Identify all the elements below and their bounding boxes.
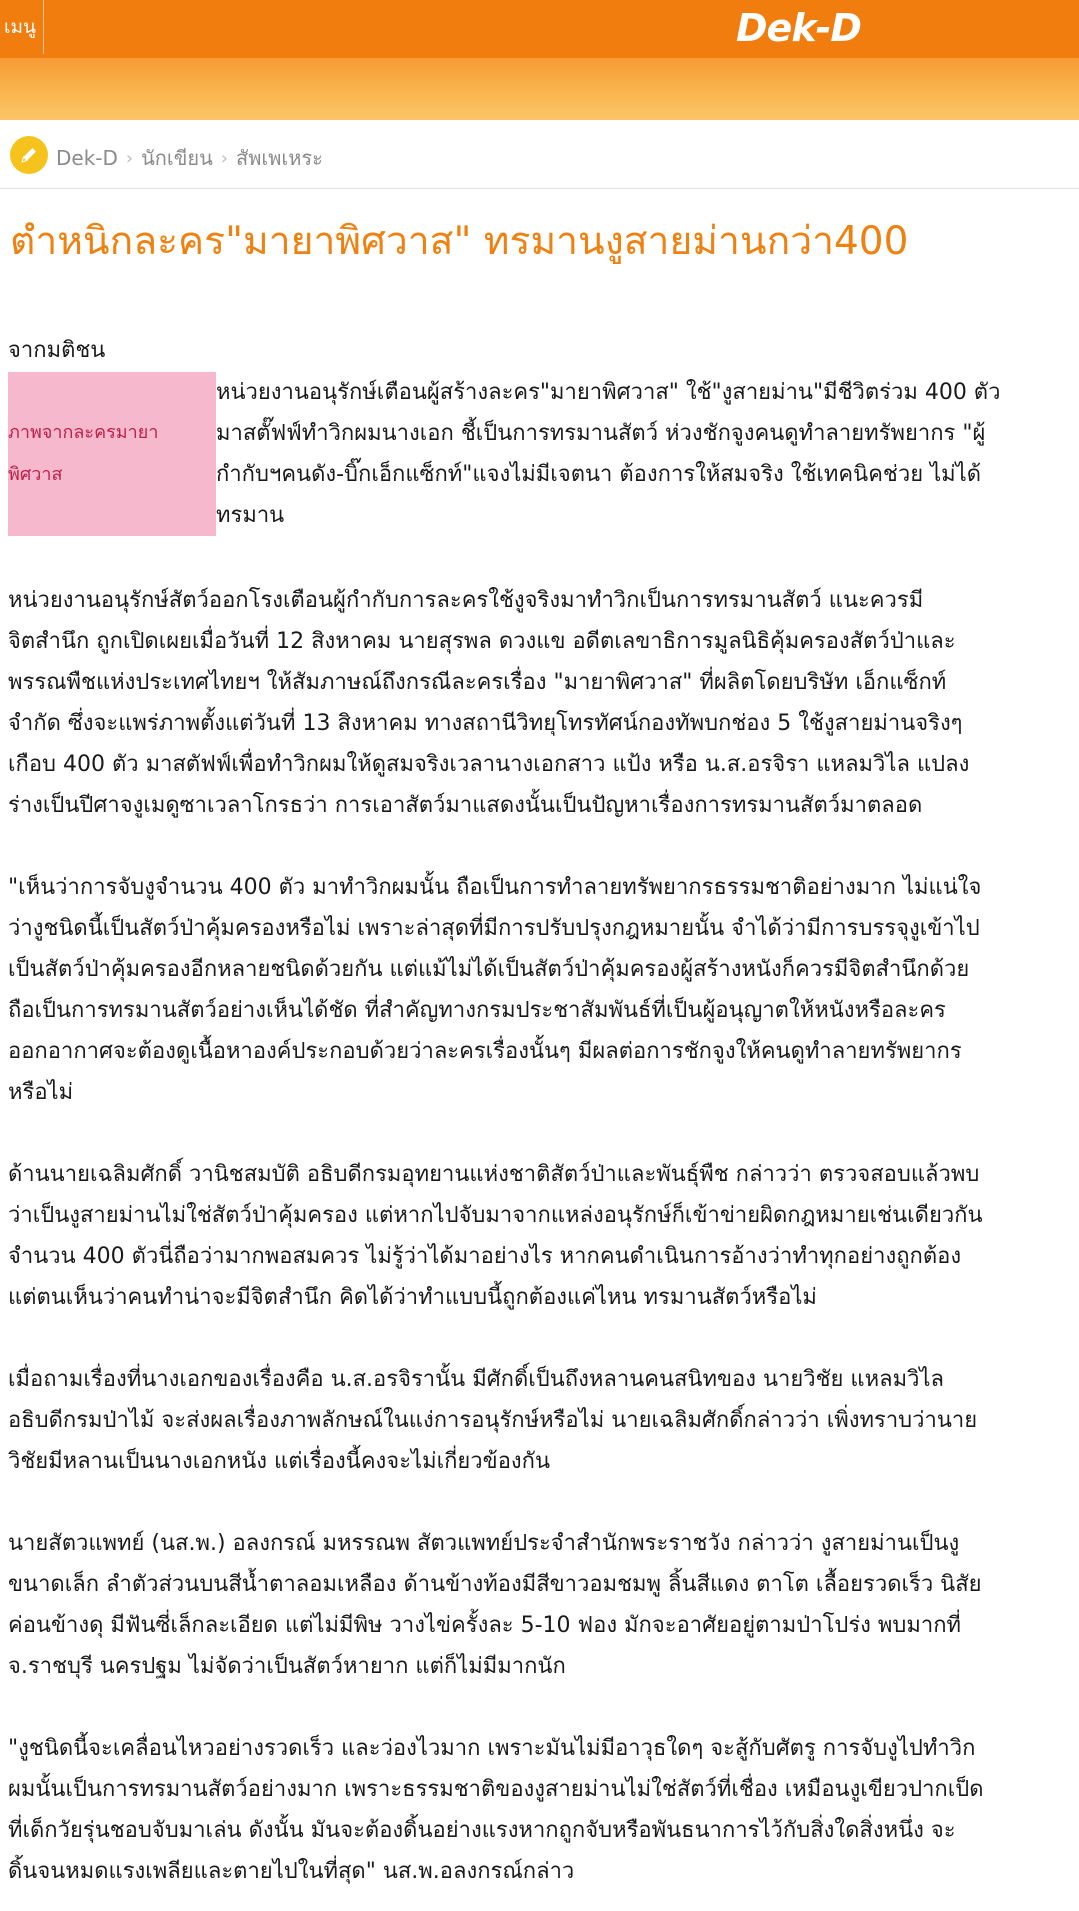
text-line: ค่อนข้างดุ มีฟันซี่เล็กละเอียด แต่ไม่มีพิษ วางไข่ครั้งละ 5-10 ฟอง มักจะอาศัยอยู่ตามป่าโปร่ง พบมากที่ <box>8 1613 962 1638</box>
text-line: ขนาดเล็ก ลำตัวส่วนบนสีน้ำตาลอมเหลือง ด้านข้างท้องมีสีขาวอมชมพู ลิ้นสีแดง ตาโต เลื้อยรวดเร็ว นิสัย <box>8 1572 982 1597</box>
article-image-placeholder <box>8 372 216 536</box>
lead-line: หน่วยงานอนุรักษ์เตือนผู้สร้างละคร"มายาพิศวาส" ใช้"งูสายม่าน"มีชีวิตร่วม 400 ตัว <box>216 380 1001 405</box>
text-line: เกือบ 400 ตัว มาสตัฟฟ์เพื่อทำวิกผมให้ดูสมจริงเวลานางเอกสาว แป้ง หรือ น.ส.อรจิรา แหลมวิไล แปลง <box>8 752 970 777</box>
lead-line: มาสตั๊ฟฟ์ทำวิกผมนางเอก ชี้เป็นการทรมานสัตว์ ห่วงชักจูงคนดูทำลายทรัพยากร "ผู้ <box>216 421 986 446</box>
breadcrumb-item-misc[interactable]: สัพเพเหระ <box>236 146 323 170</box>
text-line: จำนวน 400 ตัวนี่ถือว่ามากพอสมควร ไม่รู้ว่าได้มาอย่างไร หากคนดำเนินการอ้างว่าทำทุกอย่างถูกต้อง <box>8 1244 962 1269</box>
text-line: "งูชนิดนี้จะเคลื่อนไหวอย่างรวดเร็ว และว่องไวมาก เพราะมันไม่มีอาวุธใดๆ จะสู้กับศัตรู การจับงูไปทำวิก <box>8 1736 976 1761</box>
text-line: วิชัยมีหลานเป็นนางเอกหนัง แต่เรื่องนี้คงจะไม่เกี่ยวข้องกัน <box>8 1449 551 1474</box>
text-line: ว่างูชนิดนี้เป็นสัตว์ป่าคุ้มครองหรือไม่ เพราะล่าสุดที่มีการปรับปรุงกฎหมายนั้น จำได้ว่ามีการบรรจุงูเข้าไป <box>8 916 980 941</box>
lead-line: ทรมาน <box>216 503 285 528</box>
article-body <box>8 580 1074 1892</box>
text-line: แต่ตนเห็นว่าคนทำน่าจะมีจิตสำนึก คิดได้ว่าทำแบบนี้ถูกต้องแค่ไหน ทรมานสัตว์หรือไม่ <box>8 1285 817 1310</box>
article-paragraph <box>8 867 1074 1113</box>
text-line: ที่เด็กวัยรุ่นชอบจับมาเล่น ดังนั้น มันจะต้องดิ้นอย่างแรงหากถูกจับหรือพันธนาการไว้กับสิ่งใดสิ่งหนึ่ง จะ <box>8 1818 956 1843</box>
lead-line: กำกับฯคนดัง-บิ๊กเอ็กแซ็กท์"แจงไม่มีเจตนา ต้องการให้สมจริง ใช้เทคนิคช่วย ไม่ได้ <box>216 462 981 487</box>
text-line: จำกัด ซึ่งจะแพร่ภาพตั้งแต่วันที่ 13 สิงหาคม ทางสถานีวิทยุโทรทัศน์กองทัพบกช่อง 5 ใช้งูสายม่านจริงๆ <box>8 711 963 736</box>
article-source: จากมติชน <box>8 338 106 363</box>
article-paragraph <box>8 1523 1074 1687</box>
dek-d-logo[interactable]: Dek-D <box>736 6 861 50</box>
text-line: ดิ้นจนหมดแรงเพลียและตายไปในที่สุด" นส.พ.อลงกรณ์กล่าว <box>8 1859 575 1884</box>
article-paragraph <box>8 580 1074 826</box>
text-line: หรือไม่ <box>8 1080 74 1105</box>
text-line: พรรณพืชแห่งประเทศไทยฯ ให้สัมภาษณ์ถึงกรณีละครเรื่อง "มายาพิศวาส" ที่ผลิตโดยบริษัท เอ็กแซ็กท์ <box>8 670 947 695</box>
breadcrumb <box>0 120 1079 189</box>
text-line: ด้านนายเฉลิมศักดิ์ วานิชสมบัติ อธิบดีกรมอุทยานแห่งชาติสัตว์ป่าและพันธุ์พืช กล่าวว่า ตรวจสอบแล้วพบ <box>8 1162 980 1187</box>
chevron-right-icon: › <box>125 147 134 169</box>
article-paragraph <box>8 1728 1074 1892</box>
text-line: เป็นสัตว์ป่าคุ้มครองอีกหลายชนิดด้วยกัน แต่แม้ไม่ได้เป็นสัตว์ป่าคุ้มครองผู้สร้างหนังก็ควรมีจิตสำนึกด้วย <box>8 957 970 982</box>
text-line: จิตสำนึก ถูกเปิดเผยเมื่อวันที่ 12 สิงหาคม นายสุรพล ดวงแข อดีตเลขาธิการมูลนิธิคุ้มครองสัตว์ป่าและ <box>8 629 956 654</box>
text-line: นายสัตวแพทย์ (นส.พ.) อลงกรณ์ มหรรณพ สัตวแพทย์ประจำสำนักพระราชวัง กล่าวว่า งูสายม่านเป็นงู <box>8 1531 960 1556</box>
text-line: ร่างเป็นปีศาจงูเมดูซาเวลาโกรธว่า การเอาสัตว์มาแสดงนั้นเป็นปัญหาเรื่องการทรมานสัตว์มาตลอด <box>8 793 923 818</box>
article-paragraph <box>8 1154 1074 1318</box>
text-line: "เห็นว่าการจับงูจำนวน 400 ตัว มาทำวิกผมนั้น ถือเป็นการทำลายทรัพยากรธรรมชาติอย่างมาก ไม่แน่ใจ <box>8 875 982 900</box>
text-line: ว่าเป็นงูสายม่านไม่ใช่สัตว์ป่าคุ้มครอง แต่หากไปจับมาจากแหล่งอนุรักษ์ก็เข้าข่ายผิดกฎหมายเช่นเดียวกัน <box>8 1203 983 1228</box>
text-line: อธิบดีกรมป่าไม้ จะส่งผลเรื่องภาพลักษณ์ในแง่การอนุรักษ์หรือไม่ นายเฉลิมศักดิ์กล่าวว่า เพิ่งทราบว่านาย <box>8 1408 978 1433</box>
top-navbar <box>0 0 1079 58</box>
breadcrumb-item-dek-d[interactable]: Dek-D <box>56 146 118 170</box>
text-line: ถือเป็นการทรมานสัตว์อย่างเห็นได้ชัด ที่สำคัญทางกรมประชาสัมพันธ์ที่เป็นผู้อนุญาตให้หนังหรือละคร <box>8 998 946 1023</box>
header-banner <box>0 58 1079 120</box>
menu-button[interactable]: เมนู <box>0 0 44 54</box>
chevron-right-icon: › <box>220 147 228 169</box>
text-line: ออกอากาศจะต้องดูเนื้อหาองค์ประกอบด้วยว่าละครเรื่องนั้นๆ มีผลต่อการชักจูงให้คนดูทำลายทรัพยากร <box>8 1039 962 1064</box>
article-lead <box>216 372 1074 536</box>
breadcrumb-item-writer[interactable]: นักเขียน <box>141 146 213 170</box>
text-line: ผมนั้นเป็นการทรมานสัตว์อย่างมาก เพราะธรรมชาติของงูสายม่านไม่ใช่สัตว์ที่เชื่อง เหมือนงูเขียวปากเป็ด <box>8 1777 984 1802</box>
image-caption: ภาพจากละครมายาพิศวาส <box>8 422 159 485</box>
text-line: จ.ราชบุรี นครปฐม ไม่จัดว่าเป็นสัตว์หายาก แต่ก็ไม่มีมากนัก <box>8 1654 566 1679</box>
text-line: เมื่อถามเรื่องที่นางเอกของเรื่องคือ น.ส.อรจิรานั้น มีศักดิ์เป็นถึงหลานคนสนิทของ นายวิชัย แหลมวิไล <box>8 1367 944 1392</box>
pencil-icon <box>10 136 48 174</box>
text-line: หน่วยงานอนุรักษ์สัตว์ออกโรงเตือนผู้กำกับการละครใช้งูจริงมาทำวิกเป็นการทรมานสัตว์ แนะควรมี <box>8 588 924 613</box>
article-paragraph <box>8 1359 1074 1482</box>
article-title: ตำหนิกละคร"มายาพิศวาส" ทรมานงูสายม่านกว่า400 <box>10 219 909 264</box>
